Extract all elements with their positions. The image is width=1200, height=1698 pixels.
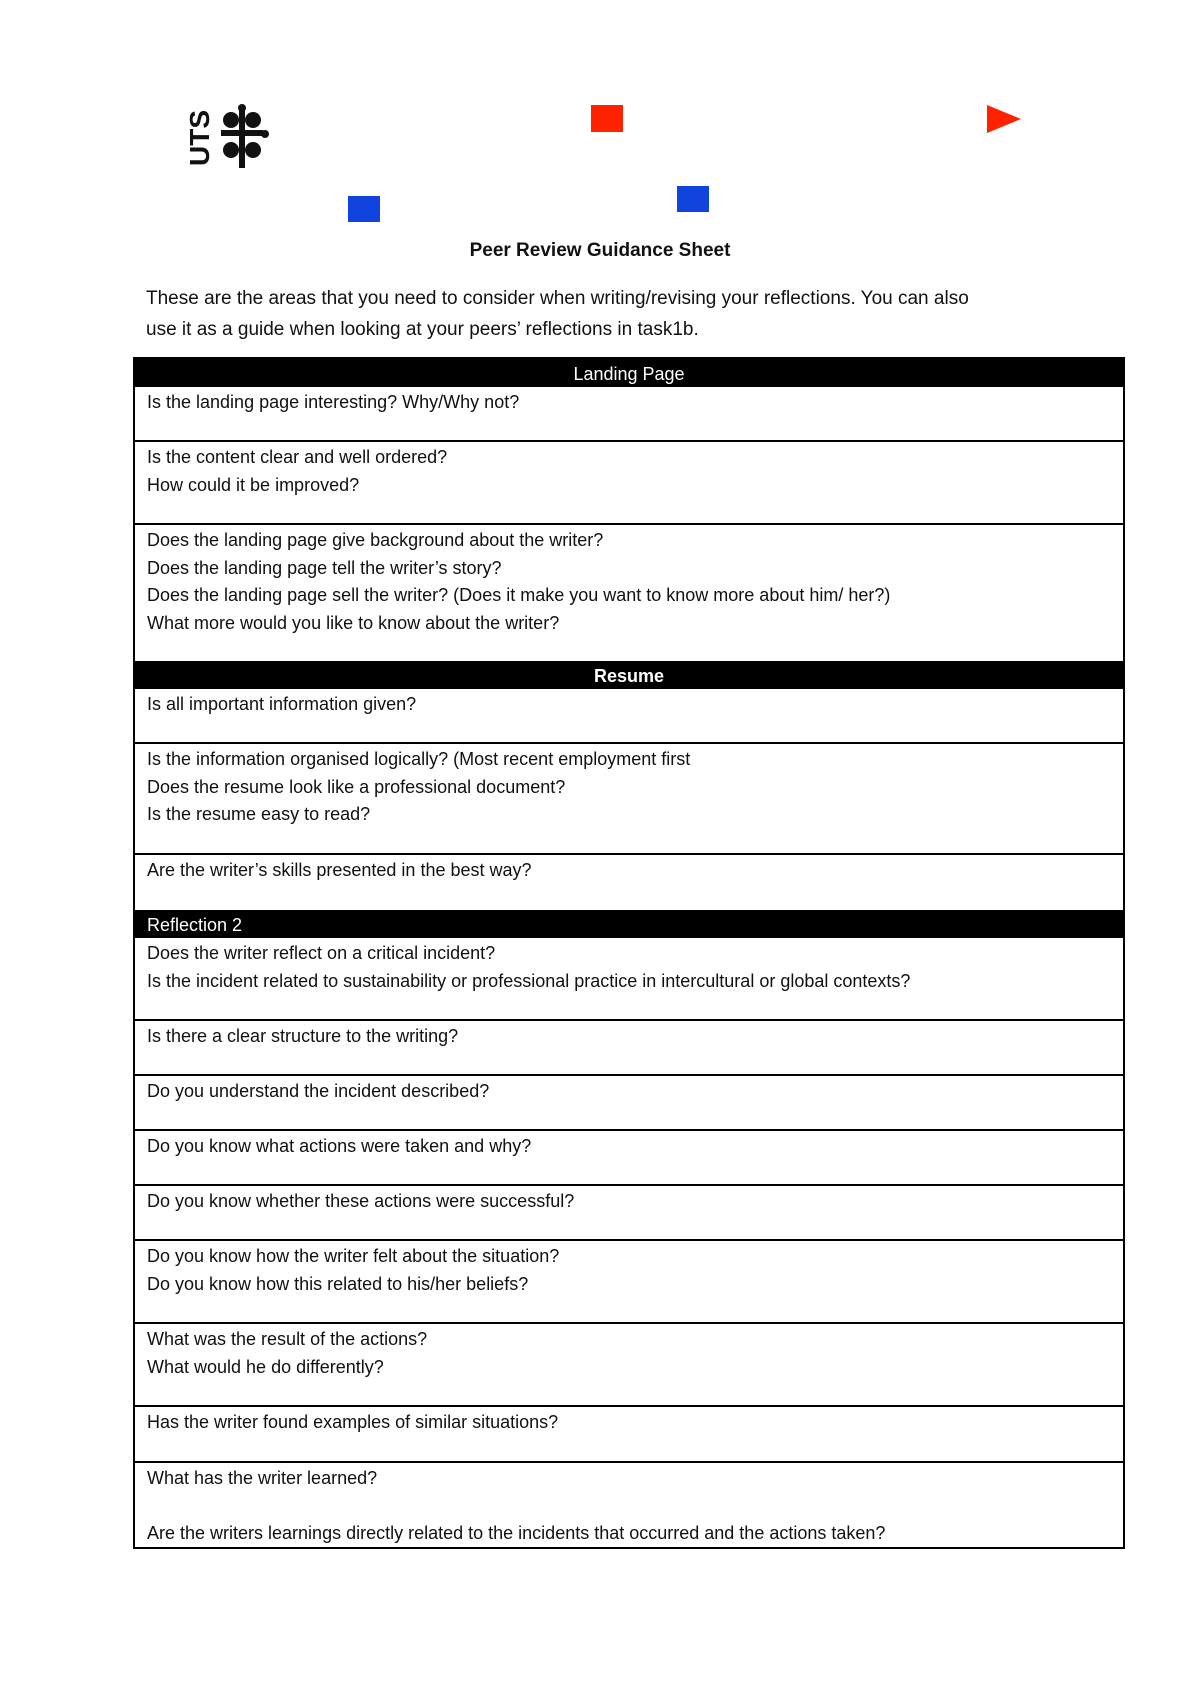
question-text: Is there a clear structure to the writing? bbox=[147, 1026, 459, 1046]
question-text: What was the result of the actions? bbox=[147, 1329, 428, 1349]
table-row bbox=[135, 1407, 1123, 1463]
table-row bbox=[135, 1241, 1123, 1324]
question-text: Does the landing page tell the writer’s story? bbox=[147, 557, 502, 578]
table-row bbox=[135, 1186, 1123, 1241]
question-text: Do you know what actions were taken and why? bbox=[147, 1136, 532, 1156]
question-text: Is the incident related to sustainability or professional practice in intercultural or global contexts? bbox=[147, 970, 911, 991]
blue-square-decoration bbox=[677, 186, 709, 212]
question-text: Do you know how the writer felt about the situation? bbox=[147, 1246, 560, 1266]
question-text: Do you understand the incident described? bbox=[147, 1081, 490, 1101]
question-text: Are the writers learnings directly related to the incidents that occurred and the actions taken? bbox=[147, 1523, 886, 1543]
question-text: Does the landing page give background about the writer? bbox=[147, 530, 604, 550]
table-row bbox=[135, 387, 1123, 442]
table-row bbox=[135, 1076, 1123, 1131]
table-row bbox=[135, 689, 1123, 744]
blue-square-decoration bbox=[348, 196, 380, 222]
question-text: Has the writer found examples of similar situations? bbox=[147, 1412, 559, 1432]
intro-paragraph bbox=[146, 283, 1066, 345]
table-row bbox=[135, 744, 1123, 855]
question-text: Is the landing page interesting? Why/Why not? bbox=[147, 392, 520, 412]
section-header-resume: Resume bbox=[135, 661, 1123, 689]
table-row bbox=[135, 1131, 1123, 1186]
blank-line bbox=[147, 1493, 1111, 1521]
question-text: How could it be improved? bbox=[147, 474, 360, 495]
table-row bbox=[135, 525, 1123, 661]
question-text: Are the writer’s skills presented in the best way? bbox=[147, 860, 532, 880]
question-text: Is the information organised logically? (Most recent employment first bbox=[147, 749, 691, 769]
question-text: Do you know how this related to his/her beliefs? bbox=[147, 1273, 529, 1294]
section-header-reflection-2: Reflection 2 bbox=[135, 910, 1123, 938]
uts-logo bbox=[187, 104, 273, 170]
intro-line: use it as a guide when looking at your peers’ reflections in task1b. bbox=[146, 319, 699, 340]
section-header-landing-page: Landing Page bbox=[135, 359, 1123, 387]
question-text: Is all important information given? bbox=[147, 694, 417, 714]
intro-line: These are the areas that you need to consider when writing/revising your reflections. You can also bbox=[146, 288, 969, 309]
question-text: Is the resume easy to read? bbox=[147, 804, 371, 824]
question-text: Do you know whether these actions were successful? bbox=[147, 1191, 575, 1211]
table-row bbox=[135, 442, 1123, 525]
question-text: What has the writer learned? bbox=[147, 1468, 378, 1488]
question-text: Does the writer reflect on a critical incident? bbox=[147, 943, 496, 963]
question-text: Is the content clear and well ordered? bbox=[147, 447, 448, 467]
table-row bbox=[135, 938, 1123, 1021]
guidance-table bbox=[133, 357, 1125, 1549]
red-triangle-decoration bbox=[987, 105, 1021, 133]
table-row bbox=[135, 1021, 1123, 1076]
logo-text: UTS bbox=[187, 110, 215, 166]
uts-crest-icon bbox=[187, 104, 273, 170]
question-text: What would he do differently? bbox=[147, 1356, 384, 1377]
table-row bbox=[135, 1324, 1123, 1407]
question-text: Does the landing page sell the writer? (Does it make you want to know more about him/ her?) bbox=[147, 585, 891, 605]
red-square-decoration bbox=[591, 105, 623, 132]
table-row bbox=[135, 1463, 1123, 1547]
table-row bbox=[135, 855, 1123, 910]
question-text: What more would you like to know about the writer? bbox=[147, 612, 560, 633]
question-text: Does the resume look like a professional document? bbox=[147, 776, 566, 797]
page-title: Peer Review Guidance Sheet bbox=[469, 240, 731, 261]
